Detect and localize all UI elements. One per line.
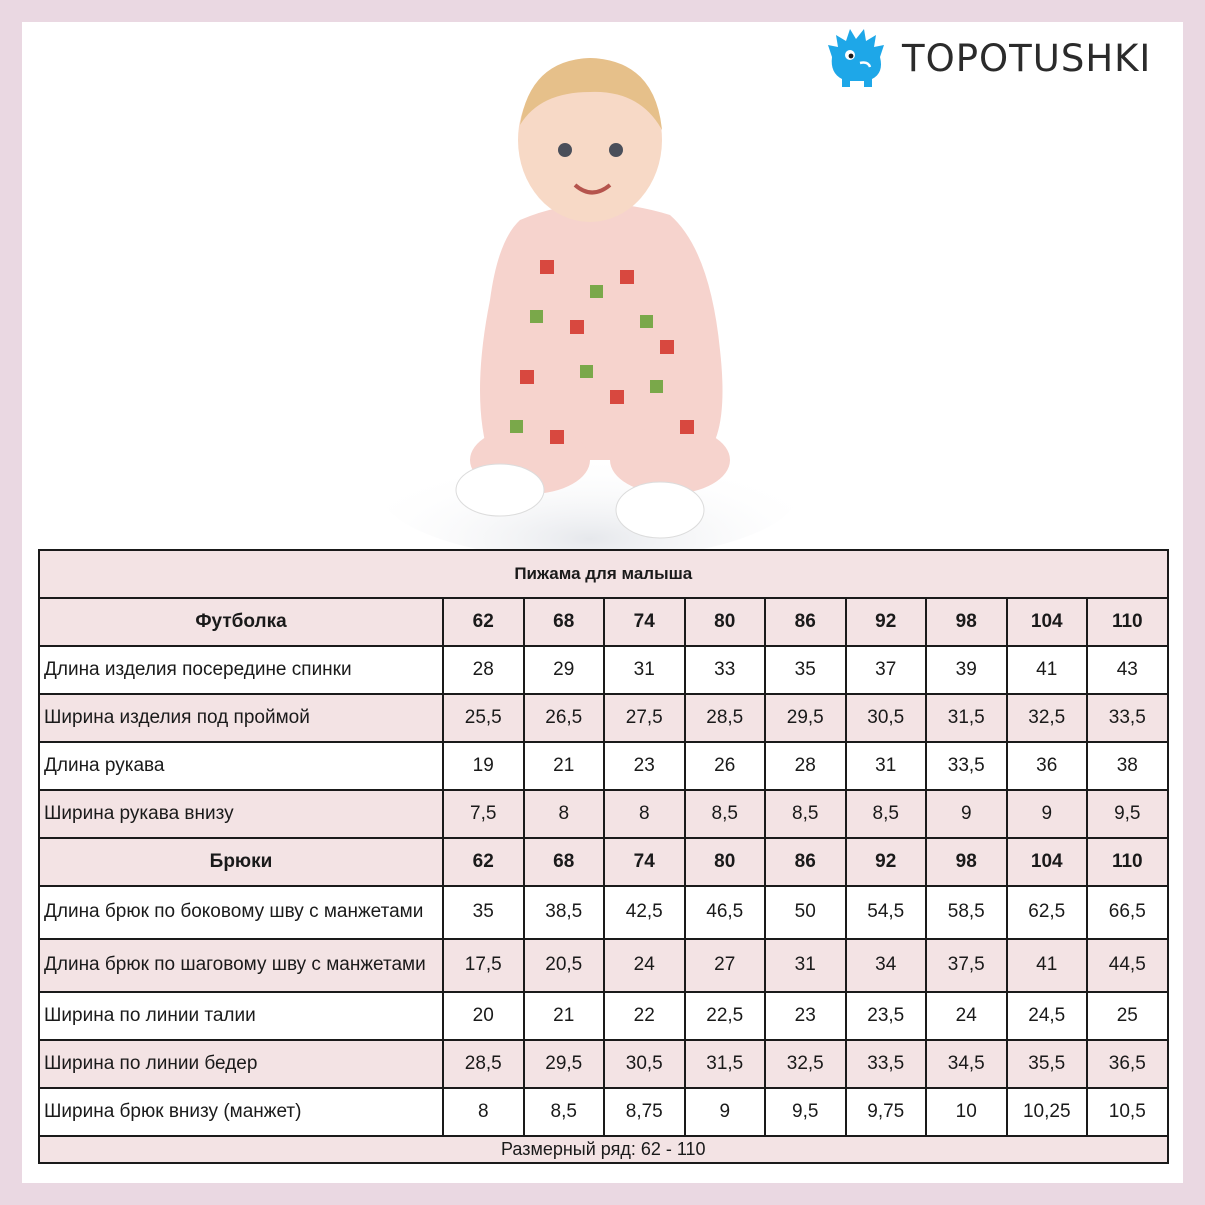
table-row (39, 646, 1168, 694)
measurement-value: 43 (1087, 646, 1168, 694)
brand-name: TOPOTUSHKI (902, 36, 1152, 80)
section-header-row (39, 838, 1168, 886)
measurement-value: 26,5 (524, 694, 605, 742)
measurement-label: Длина брюк по шаговому шву с манжетами (39, 939, 443, 992)
measurement-value: 22 (604, 992, 685, 1040)
table-row (39, 939, 1168, 992)
measurement-value: 50 (765, 886, 846, 939)
measurement-value: 8 (443, 1088, 524, 1136)
measurement-value: 21 (524, 742, 605, 790)
measurement-value: 62,5 (1007, 886, 1088, 939)
size-header-cell: 74 (604, 838, 685, 886)
table-row (39, 886, 1168, 939)
measurement-value: 28,5 (685, 694, 766, 742)
size-header-cell: 86 (765, 838, 846, 886)
measurement-value: 9,5 (1087, 790, 1168, 838)
size-header-cell: 80 (685, 838, 766, 886)
measurement-value: 37,5 (926, 939, 1007, 992)
size-header-cell: 98 (926, 838, 1007, 886)
measurement-value: 20,5 (524, 939, 605, 992)
measurement-value: 42,5 (604, 886, 685, 939)
measurement-value: 30,5 (846, 694, 927, 742)
measurement-value: 23 (604, 742, 685, 790)
measurement-value: 31,5 (685, 1040, 766, 1088)
size-header-cell: 98 (926, 598, 1007, 646)
table-title: Пижама для малыша (39, 550, 1168, 598)
measurement-value: 17,5 (443, 939, 524, 992)
measurement-value: 9 (1007, 790, 1088, 838)
measurement-value: 41 (1007, 939, 1088, 992)
measurement-value: 25 (1087, 992, 1168, 1040)
measurement-value: 10,5 (1087, 1088, 1168, 1136)
size-header-cell: 110 (1087, 838, 1168, 886)
measurement-value: 31 (765, 939, 846, 992)
measurement-value: 34 (846, 939, 927, 992)
measurement-value: 8,5 (765, 790, 846, 838)
size-header-cell: 104 (1007, 838, 1088, 886)
measurement-value: 31 (604, 646, 685, 694)
measurement-value: 29,5 (765, 694, 846, 742)
brand-logo[interactable] (826, 26, 1151, 90)
measurement-value: 8,5 (685, 790, 766, 838)
measurement-value: 22,5 (685, 992, 766, 1040)
measurement-value: 8,5 (846, 790, 927, 838)
measurement-value: 23 (765, 992, 846, 1040)
size-header-cell: 62 (443, 598, 524, 646)
measurement-label: Ширина рукава внизу (39, 790, 443, 838)
size-header-cell: 110 (1087, 598, 1168, 646)
measurement-value: 37 (846, 646, 927, 694)
measurement-value: 58,5 (926, 886, 1007, 939)
measurement-value: 66,5 (1087, 886, 1168, 939)
size-header-cell: 74 (604, 598, 685, 646)
measurement-value: 23,5 (846, 992, 927, 1040)
measurement-label: Длина изделия посередине спинки (39, 646, 443, 694)
measurement-value: 26 (685, 742, 766, 790)
measurement-value: 36,5 (1087, 1040, 1168, 1088)
measurement-value: 39 (926, 646, 1007, 694)
measurement-value: 33 (685, 646, 766, 694)
measurement-value: 44,5 (1087, 939, 1168, 992)
size-chart-table (38, 549, 1169, 1164)
measurement-value: 29 (524, 646, 605, 694)
size-header-cell: 68 (524, 838, 605, 886)
size-header-cell: 80 (685, 598, 766, 646)
measurement-label: Ширина брюк внизу (манжет) (39, 1088, 443, 1136)
size-header-cell: 104 (1007, 598, 1088, 646)
measurement-value: 35 (765, 646, 846, 694)
baby-photo (380, 20, 800, 550)
measurement-value: 8,5 (524, 1088, 605, 1136)
measurement-value: 35 (443, 886, 524, 939)
measurement-value: 34,5 (926, 1040, 1007, 1088)
table-row (39, 1040, 1168, 1088)
measurement-value: 25,5 (443, 694, 524, 742)
measurement-value: 9 (926, 790, 1007, 838)
size-header-cell: 62 (443, 838, 524, 886)
measurement-label: Длина рукава (39, 742, 443, 790)
measurement-value: 24 (926, 992, 1007, 1040)
measurement-value: 9,75 (846, 1088, 927, 1136)
size-header-cell: 68 (524, 598, 605, 646)
table-row (39, 992, 1168, 1040)
measurement-value: 27 (685, 939, 766, 992)
measurement-label: Ширина по линии талии (39, 992, 443, 1040)
measurement-value: 28 (443, 646, 524, 694)
measurement-value: 36 (1007, 742, 1088, 790)
measurement-value: 38 (1087, 742, 1168, 790)
measurement-value: 10 (926, 1088, 1007, 1136)
measurement-value: 8 (604, 790, 685, 838)
table-row (39, 742, 1168, 790)
measurement-value: 9 (685, 1088, 766, 1136)
measurement-value: 41 (1007, 646, 1088, 694)
measurement-value: 32,5 (765, 1040, 846, 1088)
table-row (39, 694, 1168, 742)
measurement-label: Длина брюк по боковому шву с манжетами (39, 886, 443, 939)
size-header-cell: 92 (846, 598, 927, 646)
measurement-value: 8,75 (604, 1088, 685, 1136)
table-title-row (39, 550, 1168, 598)
measurement-label: Ширина изделия под проймой (39, 694, 443, 742)
measurement-value: 31,5 (926, 694, 1007, 742)
measurement-value: 32,5 (1007, 694, 1088, 742)
section-name: Брюки (39, 838, 443, 886)
size-header-cell: 86 (765, 598, 846, 646)
measurement-value: 30,5 (604, 1040, 685, 1088)
measurement-value: 28 (765, 742, 846, 790)
measurement-value: 7,5 (443, 790, 524, 838)
size-chart-body (39, 550, 1168, 1163)
table-footer-row (39, 1136, 1168, 1163)
size-header-cell: 92 (846, 838, 927, 886)
measurement-value: 10,25 (1007, 1088, 1088, 1136)
measurement-value: 24,5 (1007, 992, 1088, 1040)
table-row (39, 790, 1168, 838)
section-name: Футболка (39, 598, 443, 646)
measurement-value: 33,5 (926, 742, 1007, 790)
measurement-value: 54,5 (846, 886, 927, 939)
measurement-label: Ширина по линии бедер (39, 1040, 443, 1088)
measurement-value: 24 (604, 939, 685, 992)
measurement-value: 46,5 (685, 886, 766, 939)
table-row (39, 1088, 1168, 1136)
measurement-value: 9,5 (765, 1088, 846, 1136)
measurement-value: 29,5 (524, 1040, 605, 1088)
blue-monster-logo-icon (826, 27, 888, 89)
section-header-row (39, 598, 1168, 646)
measurement-value: 8 (524, 790, 605, 838)
measurement-value: 21 (524, 992, 605, 1040)
measurement-value: 33,5 (846, 1040, 927, 1088)
measurement-value: 27,5 (604, 694, 685, 742)
measurement-value: 20 (443, 992, 524, 1040)
size-range-note: Размерный ряд: 62 - 110 (39, 1136, 1168, 1163)
measurement-value: 31 (846, 742, 927, 790)
measurement-value: 35,5 (1007, 1040, 1088, 1088)
measurement-value: 33,5 (1087, 694, 1168, 742)
measurement-value: 28,5 (443, 1040, 524, 1088)
measurement-value: 38,5 (524, 886, 605, 939)
measurement-value: 19 (443, 742, 524, 790)
